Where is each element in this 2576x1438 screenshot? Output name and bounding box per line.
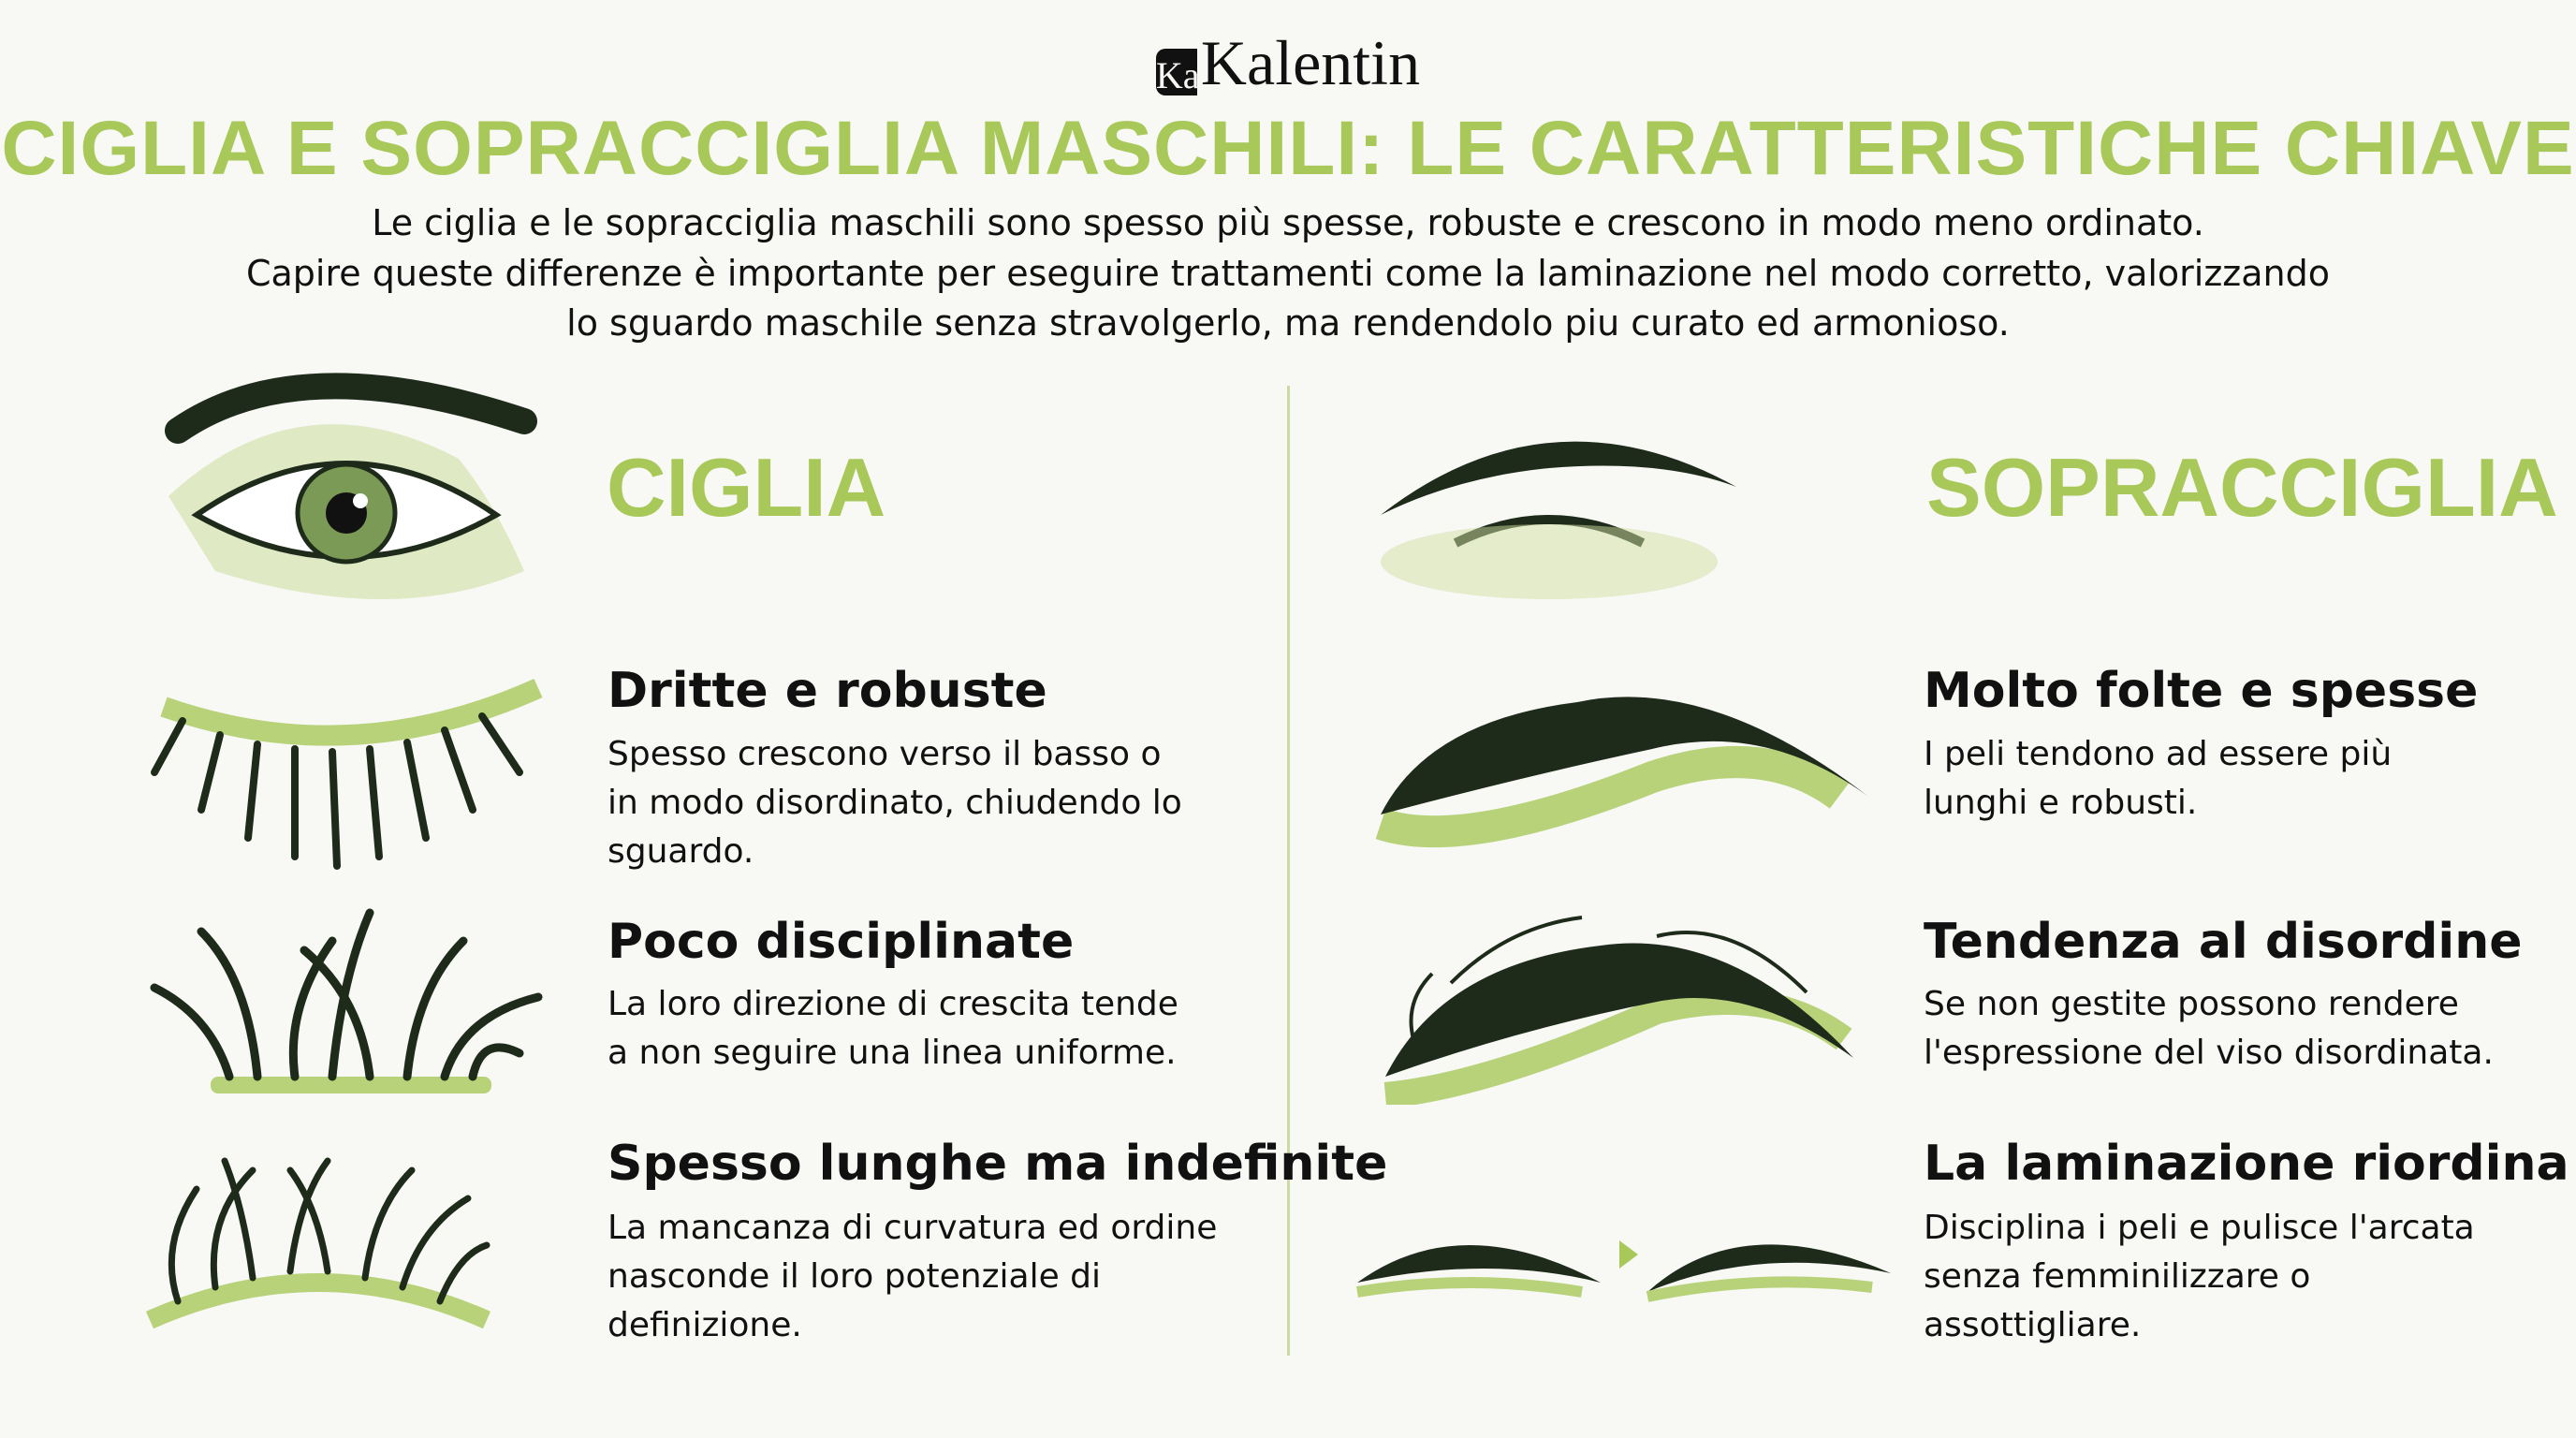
straight-lashes-icon: [145, 669, 557, 875]
item-description: [607, 980, 1178, 1078]
item-description: [1924, 730, 2392, 828]
description-line: La mancanza di curvatura ed ordine: [607, 1209, 1218, 1247]
description-line: Se non gestite possono rendere: [1924, 985, 2459, 1023]
item-description: [607, 730, 1182, 876]
description-line: nasconde il loro potenziale di: [607, 1257, 1102, 1296]
item-heading: Spesso lunghe ma indefinite: [607, 1136, 1388, 1192]
column-divider: [1287, 386, 1290, 1356]
description-line: Disciplina i peli e pulisce l'arcata: [1924, 1209, 2475, 1247]
item-description: [607, 1204, 1217, 1350]
description-line: l'espressione del viso disordinata.: [1924, 1034, 2494, 1072]
brand-logo: [0, 26, 2576, 100]
item-heading: La laminazione riordina: [1924, 1136, 2569, 1192]
logo-mark: Ka: [1156, 49, 1197, 95]
item-heading: Tendenza al disordine: [1924, 914, 2523, 970]
item-heading: Dritte e robuste: [607, 663, 1047, 719]
brand-name: Kalentin: [1200, 27, 1421, 98]
page-title: CIGLIA E SOPRACCIGLIA MASCHILI: LE CARATTERISTICHE CHIAVE: [1, 106, 2575, 191]
thick-brow-icon: [1371, 665, 1877, 852]
section-title-ciglia: CIGLIA: [607, 441, 886, 534]
description-line: sguardo.: [607, 832, 754, 871]
intro-line-2: Capire queste differenze è importante per eseguire trattamenti come la laminazione nel modo corretto, valorizzando: [245, 253, 2330, 294]
intro-line-3: lo sguardo maschile senza stravolgerlo, ma rendendolo piu curato ed armonioso.: [566, 302, 2010, 344]
description-line: lunghi e robusti.: [1924, 784, 2198, 822]
item-heading: Poco disciplinate: [607, 914, 1075, 970]
description-line: in modo disordinato, chiudendo lo: [607, 784, 1182, 822]
description-line: assottigliare.: [1924, 1306, 2142, 1344]
description-line: La loro direzione di crescita tende: [607, 985, 1178, 1023]
description-line: senza femminilizzare o: [1924, 1257, 2311, 1296]
intro-line-1: Le ciglia e le sopracciglia maschili sono spesso più spesse, robuste e crescono in modo meno ordinato.: [372, 202, 2204, 243]
eye-icon: [159, 356, 543, 627]
arrow-right-icon: [1619, 1240, 1638, 1269]
messy-lashes-icon: [145, 903, 557, 1100]
description-line: I peli tendono ad essere più: [1924, 735, 2393, 773]
item-heading: Molto folte e spesse: [1924, 663, 2479, 719]
brow-before-after-icon: [1348, 1198, 1900, 1311]
description-line: Spesso crescono verso il basso o: [607, 735, 1162, 773]
long-lashes-icon: [140, 1152, 496, 1339]
section-title-sopracciglia: SOPRACCIGLIA: [1926, 441, 2558, 534]
description-line: a non seguire una linea uniforme.: [607, 1034, 1177, 1072]
messy-brow-icon: [1376, 908, 1863, 1105]
item-description: [1924, 1204, 2475, 1350]
description-line: definizione.: [607, 1306, 802, 1344]
item-description: [1924, 980, 2494, 1078]
brow-eye-icon: [1362, 403, 1755, 609]
